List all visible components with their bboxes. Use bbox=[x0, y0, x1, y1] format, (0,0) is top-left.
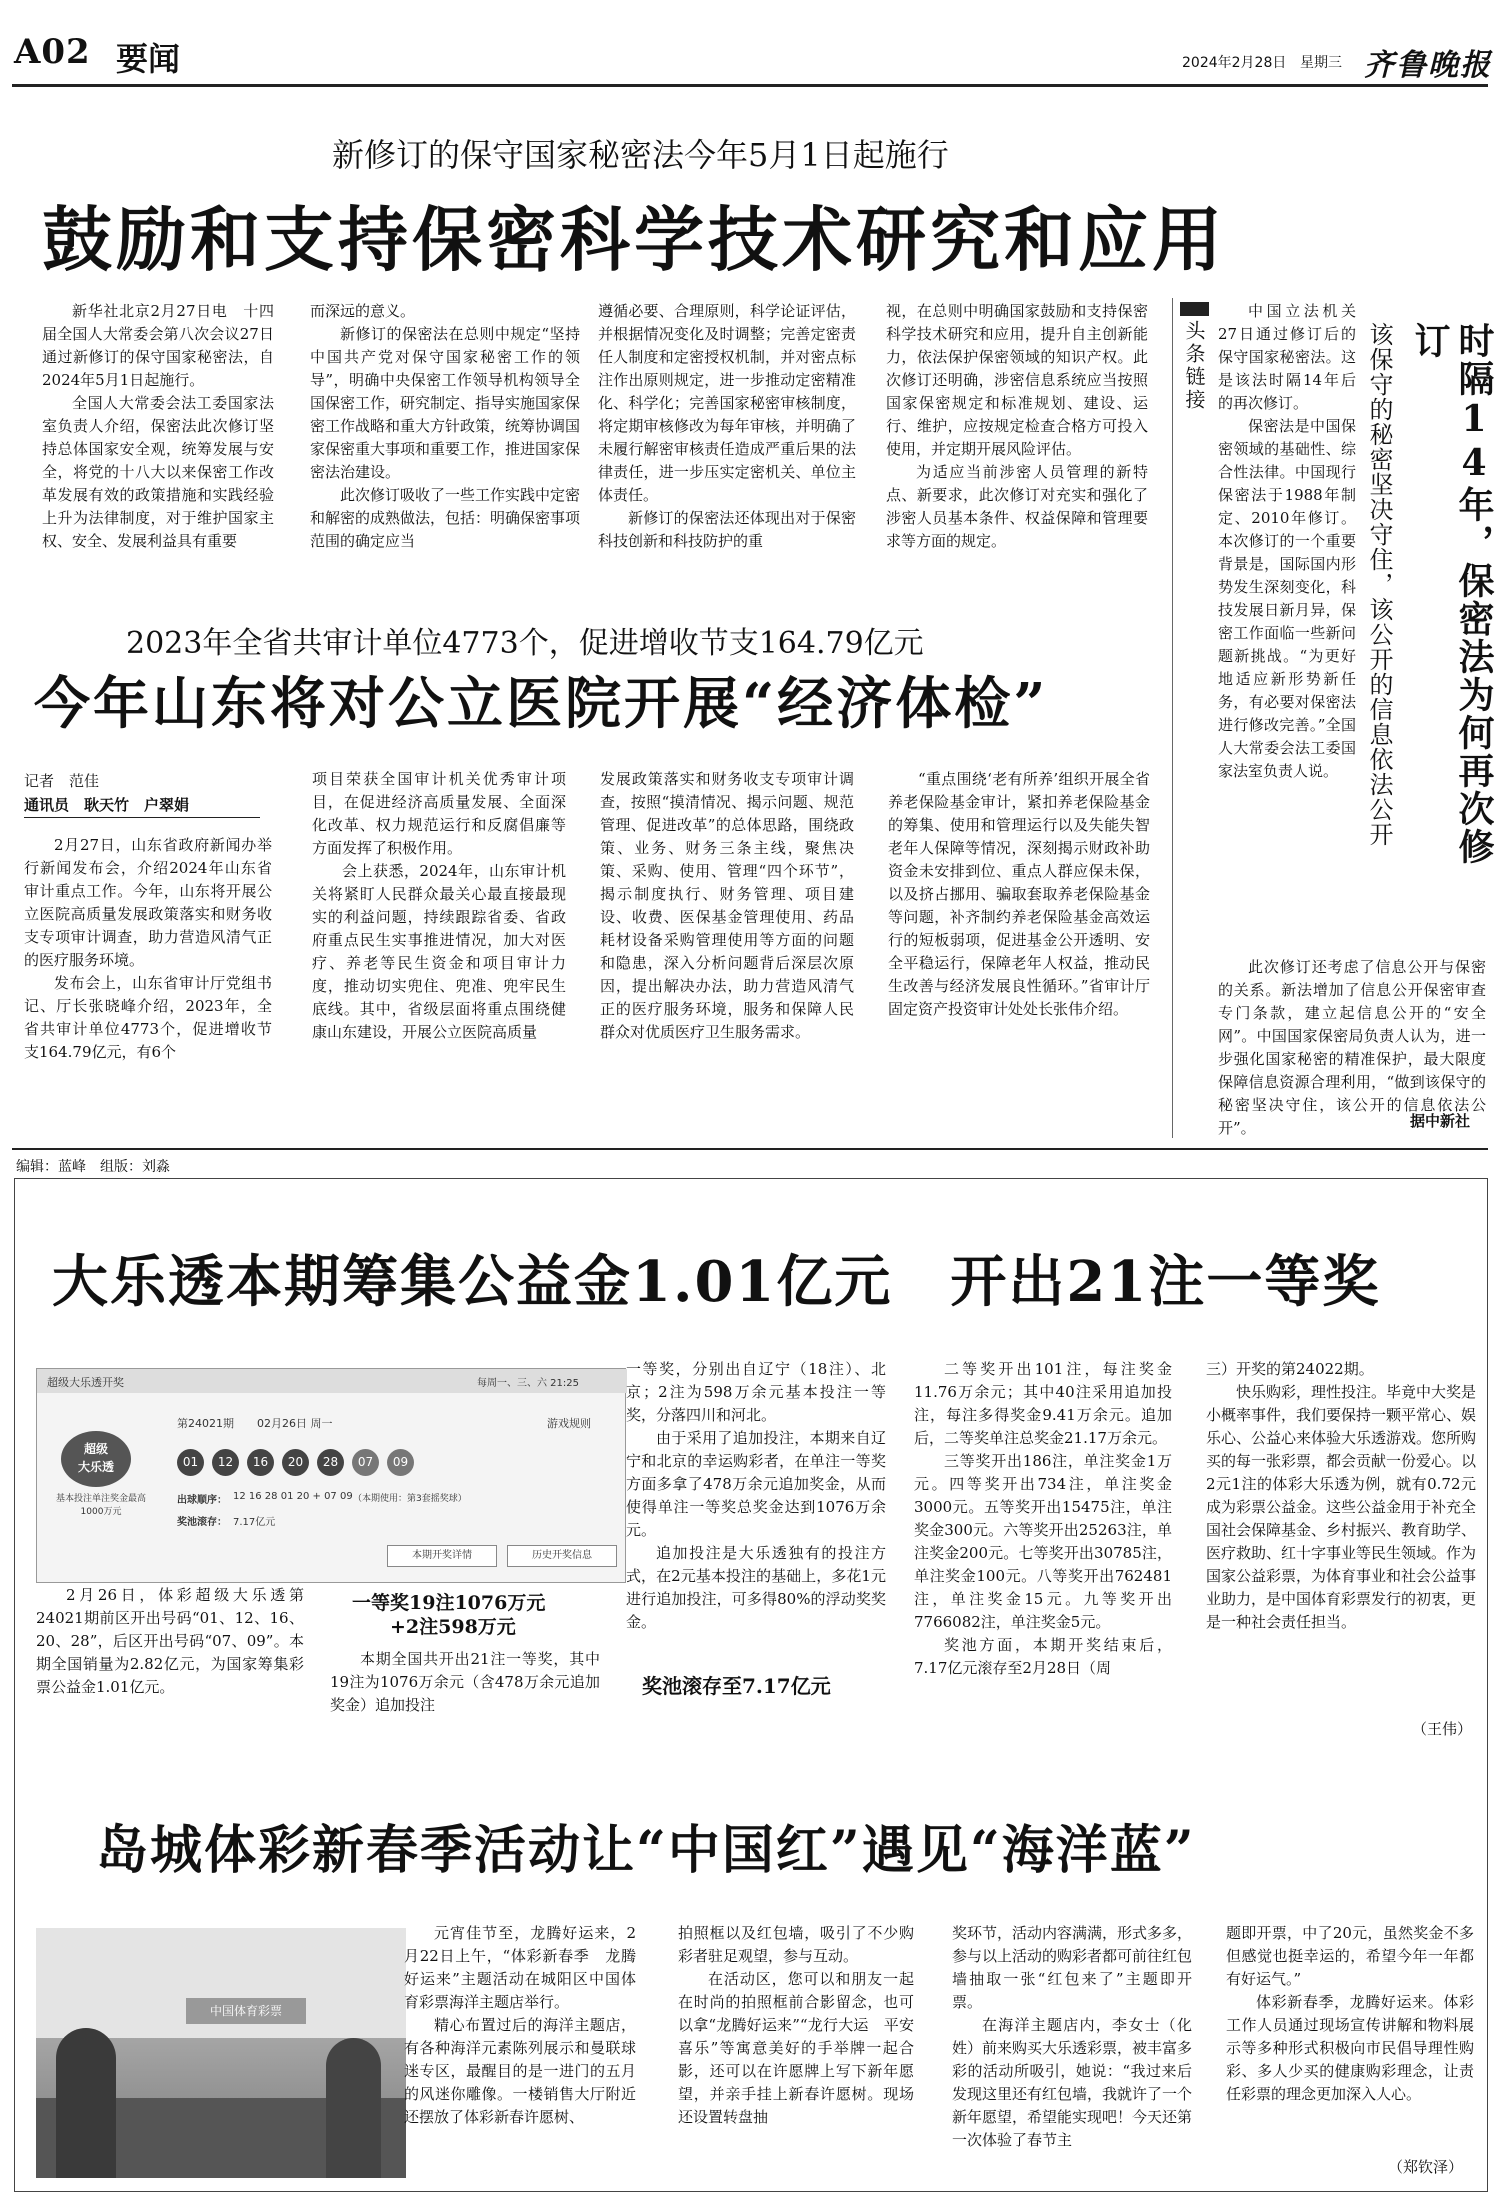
lottery-title: 大乐透本期筹集公益金1.01亿元 开出21注一等奖 bbox=[52, 1249, 1381, 1315]
event-photo bbox=[36, 1928, 406, 2178]
detail-button[interactable]: 本期开奖详情 bbox=[387, 1545, 497, 1567]
issue-number: 第24021期 bbox=[177, 1417, 234, 1430]
lottery-subhead-1-line-1: 一等奖19注1076万元 bbox=[352, 1592, 546, 1614]
island-column-1 bbox=[404, 1922, 636, 2184]
paragraph: 新修订的保密法在总则中规定“坚持中国共产党对保守国家秘密工作的领导”，明确中央保密工作领导机构领导全国保密工作，研究制定、指导实施国家保密工作战略和重大方针政策，统筹协调国家保密重大事项和重要工作，推进国家保密法治建设。 bbox=[310, 325, 581, 481]
history-button[interactable]: 历史开奖信息 bbox=[507, 1545, 617, 1567]
paragraph: 新华社北京2月27日电 十四届全国人大常委会第八次会议27日通过新修订的保守国家秘密法，自2024年5月1日起施行。 bbox=[42, 302, 274, 389]
paragraph: 项目荣获全国审计机关优秀审计项目，在促进经济高质量发展、全面深化改革、权力规范运行和反腐倡廉等方面发挥了积极作用。 bbox=[312, 770, 566, 857]
paragraph: 追加投注是大乐透独有的投注方式，在2元基本投注的基础上，多花1元进行追加投注，可多得80%的浮动奖奖金。 bbox=[626, 1544, 886, 1631]
article1-column-1 bbox=[42, 300, 274, 586]
paragraph: 新修订的保密法还体现出对于保密科技创新和科技防护的重 bbox=[598, 509, 856, 550]
header-rule bbox=[12, 84, 1488, 87]
masthead-logo: 齐鲁晚报 bbox=[1364, 48, 1492, 83]
red-ball: 20 bbox=[282, 1449, 309, 1476]
pool-value: 7.17亿元 bbox=[233, 1517, 276, 1528]
rules-link[interactable]: 游戏规则 bbox=[547, 1417, 591, 1430]
lottery-subhead-2: 奖池滚存至7.17亿元 bbox=[642, 1674, 831, 1698]
app-name: 超级大乐透开奖 bbox=[47, 1376, 124, 1389]
photo-person bbox=[56, 2028, 116, 2178]
lottery-author: （王伟） bbox=[1412, 1720, 1473, 1738]
article2-title: 今年山东将对公立医院开展“经济体检” bbox=[34, 671, 1049, 737]
photo-sign bbox=[186, 1998, 306, 2024]
article2-column-2 bbox=[312, 768, 566, 1134]
paragraph: 快乐购彩，理性投注。毕竟中大奖是小概率事件，我们要保持一颗平常心、娱乐心、公益心来体验大乐透游戏。您所购买的每一张彩票，都会贡献一份爱心。以2元1注的体彩大乐透为例，就有0.72元成为彩票公益金。这些公益金用于补充全国社会保障基金、乡村振兴、教育助学、医疗救助、红十字事业等民生领域。作为国家公益彩票，为体育事业和社会公益事业助力，是中国体育彩票发行的初衷，更是一种社会责任担当。 bbox=[1206, 1383, 1477, 1631]
paragraph: 发布会上，山东省审计厅党组书记、厅长张晓峰介绍，2023年，全省共审计单位4773个，促进增收节支164.79亿元，有6个 bbox=[24, 974, 272, 1061]
sidebar-title: 时隔14年，保密法为何再次修订 bbox=[1409, 322, 1495, 866]
paragraph: 在海洋主题店内，李女士（化姓）前来购买大乐透彩票，被丰富多彩的活动所吸引，她说：“我过来后发现这里还有红包墙，我就许了一个新年愿望，希望能实现吧！今天还第一次体验了春节主 bbox=[952, 2016, 1193, 2149]
page-number: A02 bbox=[14, 32, 91, 72]
issue-date: 2024年2月28日 bbox=[1182, 55, 1287, 71]
paragraph: 全国人大常委会法工委国家法室负责人介绍，保密法此次修订坚持总体国家安全观，统筹发展与安全，将党的十八大以来保密工作改革发展有效的政策措施和实践经验上升为法律制度，对于维护国家主权、安全、发展利益具有重要 bbox=[42, 394, 274, 550]
order-label: 出球顺序： bbox=[177, 1495, 227, 1506]
paragraph: 为适应当前涉密人员管理的新特点、新要求，此次修订对充实和强化了涉密人员基本条件、权益保障和管理要求等方面的规定。 bbox=[886, 463, 1148, 550]
draw-date: 02月26日 周一 bbox=[257, 1417, 333, 1430]
pool-label: 奖池滚存： bbox=[177, 1517, 227, 1528]
article1-title: 鼓励和支持保密科学技术研究和应用 bbox=[42, 198, 1226, 281]
blue-ball: 09 bbox=[387, 1449, 414, 1476]
editor-credit: 编辑：蓝峰 组版：刘淼 bbox=[16, 1159, 170, 1175]
article2-byline-reporter: 记者 范佳 bbox=[24, 772, 100, 790]
logo-line-2: 大乐透 bbox=[77, 1460, 114, 1474]
article1-column-4 bbox=[886, 300, 1148, 586]
issue-weekday: 星期三 bbox=[1300, 55, 1342, 71]
sidebar-label-box bbox=[1180, 302, 1210, 412]
sidebar-divider bbox=[1172, 298, 1173, 1138]
sidebar-label: 头条链接 bbox=[1180, 302, 1209, 412]
paragraph: 遵循必要、合理原则，科学论证评估，并根据情况变化及时调整；完善定密责任人制度和定密授权机制，并对密点标注作出原则规定，进一步推动定密精准化、科学化；完善国家秘密审核制度，将定期审核修改为每年审核，并明确了未履行解密审核责任造成严重后果的法律责任，进一步压实定密机关、单位主体责任。 bbox=[598, 302, 856, 504]
lottery-column-3 bbox=[626, 1358, 886, 1658]
article2-byline-correspondent: 通讯员 耿天竹 户翠娟 bbox=[24, 794, 260, 818]
paragraph: 此次修订吸收了一些工作实践中定密和解密的成熟做法，包括：明确保密事项范围的确定应当 bbox=[310, 486, 581, 550]
paragraph: 三）开奖的第24022期。 bbox=[1206, 1360, 1374, 1378]
island-column-2 bbox=[678, 1922, 914, 2184]
photo-sign-text: 中国体育彩票 bbox=[209, 2004, 282, 2018]
paragraph: 而深远的意义。 bbox=[310, 302, 416, 320]
lottery-subhead-1-line-2: +2注598万元 bbox=[390, 1616, 516, 1638]
paragraph: 本期全国共开出21注一等奖，其中19注为1076万余元（含478万余元追加奖金）追加投注 bbox=[330, 1650, 600, 1714]
paragraph: 2月26日，体彩超级大乐透第24021期前区开出号码“01、12、16、20、28”，后区开出号码“07、09”。本期全国销量为2.82亿元，为国家筹集彩票公益金1.01亿元。 bbox=[36, 1586, 304, 1696]
draw-time: 每周一、三、六 21:25 bbox=[477, 1378, 579, 1389]
paragraph: 元宵佳节至，龙腾好运来，2月22日上午，“体彩新春季 龙腾好运来”主题活动在城阳区中国体育彩票海洋主题店举行。 bbox=[404, 1924, 636, 2011]
paragraph: 视，在总则中明确国家鼓励和支持保密科学技术研究和应用，提升自主创新能力，依法保护保密领域的知识产权。此次修订还明确，涉密信息系统应当按照国家保密规定和标准规划、建设、运行、维护，应按规定检查合格方可投入使用，并定期开展风险评估。 bbox=[886, 302, 1148, 458]
paragraph: 此次修订还考虑了信息公开与保密的关系。新法增加了信息公开保密审查专门条款，建立起信息公开的“安全网”。中国国家保密局负责人认为，进一步强化国家秘密的精准保护，最大限度保障信息资源合理利用，“做到该保守的秘密坚决守住，该公开的信息依法公开”。 bbox=[1218, 958, 1486, 1137]
island-author: （郑钦泽） bbox=[1388, 2158, 1464, 2176]
article2-kicker: 2023年全省共审计单位4773个，促进增收节支164.79亿元 bbox=[126, 626, 924, 661]
sidebar-body bbox=[1218, 300, 1356, 950]
sidebar-subtitle: 该保守的秘密坚决守住，该公开的信息依法公开 bbox=[1365, 322, 1393, 847]
paragraph: “重点围绕‘老有所养’组织开展全省养老保险基金审计，紧扣养老保险基金的筹集、使用和管理运行以及失能失智老年人保障等情况，深刻揭示财政补助资金未安排到位、重点人群应保未保，以及挤占挪用、骗取套取养老保险基金等问题，补齐制约养老保险基金高效运行的短板弱项，促进基金公开透明、安全平稳运行，保障老年人权益，推动民生改善与经济发展良性循环。”省审计厅固定资产投资审计处处长张伟介绍。 bbox=[888, 770, 1150, 1018]
article2-column-4 bbox=[888, 768, 1150, 1134]
red-ball: 16 bbox=[247, 1449, 274, 1476]
paragraph: 体彩新春季，龙腾好运来。体彩工作人员通过现场宣传讲解和物料展示等多种形式积极向市民倡导理性购彩、多人少买的健康购彩理念，让责任彩票的理念更加深入人心。 bbox=[1226, 1993, 1474, 2103]
island-column-4 bbox=[1226, 1922, 1474, 2152]
paragraph: 奖池方面，本期开奖结束后，7.17亿元滚存至2月28日（周 bbox=[914, 1636, 1172, 1677]
paragraph: 由于采用了追加投注，本期来自辽宁和北京的幸运购彩者，在单注一等奖方面多拿了478万余元追加奖金，从而使得单注一等奖总奖金达到1076万余元。 bbox=[626, 1429, 886, 1539]
paragraph: 二等奖开出101注，每注奖金11.76万余元；其中40注采用追加投注，每注多得奖金9.41万余元。追加后，二等奖单注总奖金21.17万余元。 bbox=[914, 1360, 1172, 1447]
paragraph: 题即开票，中了20元，虽然奖金不多但感觉也挺幸运的，希望今年一年都有好运气。” bbox=[1226, 1924, 1474, 1988]
paragraph: 发展政策落实和财务收支专项审计调查，按照“摸清情况、揭示问题、规范管理、促进改革”的总体思路，围绕政策、业务、财务三条主线，聚焦决策、采购、使用、管理“四个环节”，揭示制度执行、财务管理、项目建设、收费、医保基金管理使用、药品耗材设备采购管理使用等方面的问题和隐患，深入分析问题背后深层次原因，提出解决办法，助力营造风清气正的医疗服务环境，服务和保障人民群众对优质医疗卫生服务需求。 bbox=[600, 770, 854, 1041]
red-ball: 28 bbox=[317, 1449, 344, 1476]
logo-line-1: 超级 bbox=[83, 1442, 108, 1456]
article1-column-2 bbox=[310, 300, 580, 586]
paragraph: 2月27日，山东省政府新闻办举行新闻发布会，介绍2024年山东省审计重点工作。今年，山东将开展公立医院高质量发展政策落实和财务收支专项审计调查，助力营造风清气正的医疗服务环境。 bbox=[24, 836, 272, 969]
paragraph: 一等奖，分别出自辽宁（18注）、北京；2注为598万余元基本投注一等奖，分落四川和河北。 bbox=[626, 1360, 886, 1424]
paragraph: 拍照框以及红包墙，吸引了不少购彩者驻足观望，参与互动。 bbox=[678, 1924, 914, 1965]
lottery-column-5 bbox=[1206, 1358, 1476, 1706]
article2-column-3 bbox=[600, 768, 854, 1134]
lottery-screenshot bbox=[36, 1368, 626, 1583]
paragraph: 精心布置过后的海洋主题店，有各种海洋元素陈列展示和曼联球迷专区，最醒目的是一进门的五月的风迷你雕像。一楼销售大厅附近还摆放了体彩新春许愿树、 bbox=[404, 2016, 636, 2126]
paragraph: 保密法是中国保密领域的基础性、综合性法律。中国现行保密法于1988年制定、2010年修订。本次修订的一个重要背景是，国际国内形势发生深刻变化，科技发展日新月异，保密工作面临一些新问题新挑战。“为更好地适应新形势新任务，有必要对保密法进行修改完善。”全国人大常委会法工委国家法室负责人说。 bbox=[1218, 417, 1356, 780]
max-prize-note: 基本投注单注奖金最高1000万元 bbox=[55, 1494, 146, 1517]
order-value: 12 16 28 01 20 + 07 09 bbox=[233, 1491, 353, 1502]
section-rule bbox=[12, 1148, 1488, 1150]
order-note: （本期使用：第3套摇奖球） bbox=[353, 1494, 467, 1504]
island-column-3 bbox=[952, 1922, 1192, 2184]
lottery-column-2 bbox=[330, 1648, 600, 1738]
island-title: 岛城体彩新春季活动让“中国红”遇见“海洋蓝” bbox=[96, 1820, 1196, 1881]
paragraph: 三等奖开出186注，单注奖金1万元。四等奖开出734注，单注奖金3000元。五等奖开出15475注，单注奖金300元。六等奖开出25263注，单注奖金200元。七等奖开出30785注，单注奖金100元。八等奖开出762481注，单注奖金15元。九等奖开出7766082注，单注奖金5元。 bbox=[914, 1452, 1172, 1631]
paragraph: 在活动区，您可以和朋友一起在时尚的拍照框前合影留念，也可以拿“龙腾好运来”“龙行大运 平安喜乐”等寓意美好的手举牌一起合影，还可以在许愿牌上写下新年愿望，并亲手挂上新春许愿树。现场还设置转盘抽 bbox=[678, 1970, 914, 2126]
paragraph: 中国立法机关27日通过修订后的保守国家秘密法。这是该法时隔14年后的再次修订。 bbox=[1218, 302, 1356, 412]
article2-column-1 bbox=[24, 834, 272, 1134]
article1-kicker: 新修订的保守国家秘密法今年5月1日起施行 bbox=[332, 136, 949, 174]
section-name: 要闻 bbox=[116, 40, 181, 78]
lottery-intro bbox=[36, 1584, 304, 1734]
lottery-column-4 bbox=[914, 1358, 1172, 1738]
lottery-logo bbox=[61, 1431, 131, 1487]
paragraph: 奖环节，活动内容满满，形式多多，参与以上活动的购彩者都可前往红包墙抽取一张“红包来了”主题即开票。 bbox=[952, 1924, 1193, 2011]
sidebar-source: 据中新社 bbox=[1410, 1112, 1471, 1130]
paragraph: 会上获悉，2024年，山东审计机关将紧盯人民群众最关心最直接最现实的利益问题，持续跟踪省委、省政府重点民生实事推进情况，加大对医疗、养老等民生资金和项目审计力度，推动切实兜住、兜准、兜牢民生底线。其中，省级层面将重点围绕健康山东建设，开展公立医院高质量 bbox=[312, 862, 566, 1041]
red-ball: 12 bbox=[212, 1449, 239, 1476]
red-ball: 01 bbox=[177, 1449, 204, 1476]
blue-ball: 07 bbox=[352, 1449, 379, 1476]
article1-column-3 bbox=[598, 300, 856, 586]
photo-person bbox=[326, 2038, 381, 2178]
